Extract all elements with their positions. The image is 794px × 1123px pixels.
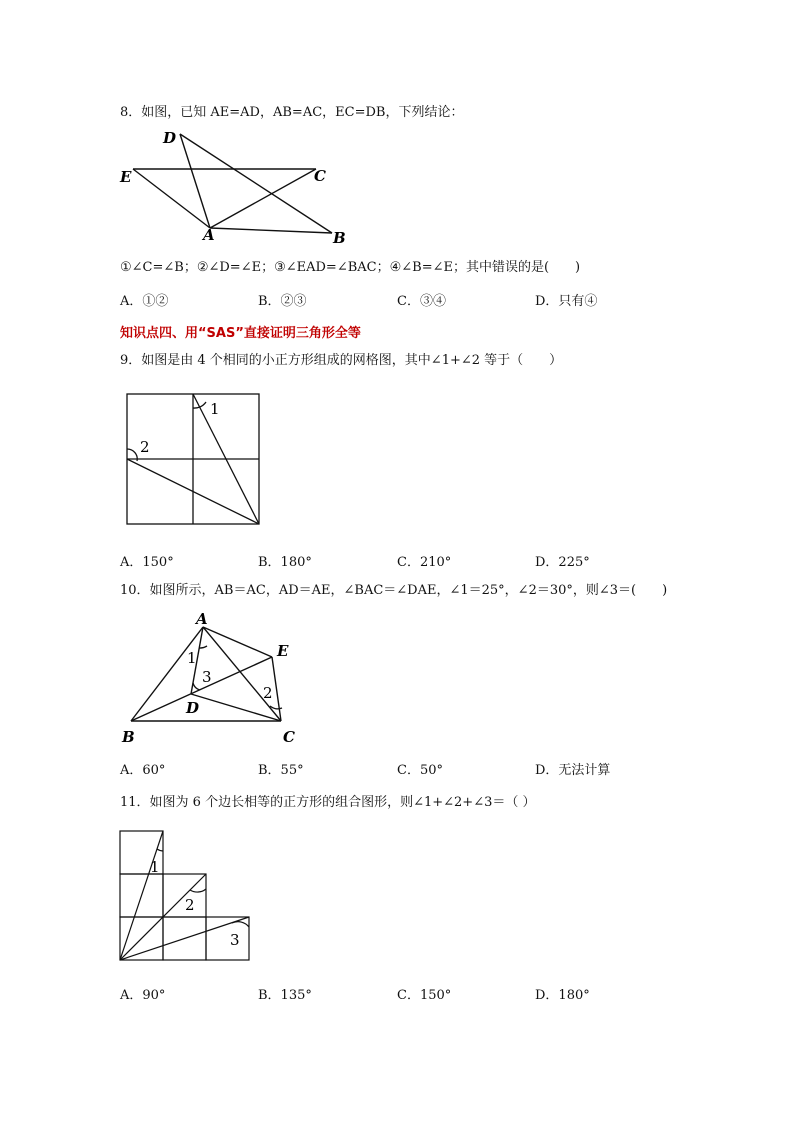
q8-option-b[interactable]: B．②③ bbox=[258, 294, 307, 309]
q10-angle-3: 3 bbox=[202, 668, 212, 686]
q11-option-a[interactable]: A．90° bbox=[120, 988, 166, 1003]
q8-label-d: D bbox=[163, 129, 177, 147]
q10-option-c[interactable]: C．50° bbox=[397, 763, 443, 778]
q10-option-d[interactable]: D．无法计算 bbox=[535, 763, 611, 778]
q10-label-a: A bbox=[196, 610, 208, 628]
q10-label-b: B bbox=[122, 728, 135, 746]
q8-label-c: C bbox=[314, 167, 326, 185]
q10-stem: 10．如图所示，AB＝AC，AD＝AE，∠BAC＝∠DAE，∠1＝25°，∠2＝30°，则∠3＝( ) bbox=[120, 583, 668, 598]
q9-option-d[interactable]: D．225° bbox=[535, 555, 590, 570]
q11-arc-3 bbox=[232, 922, 249, 927]
q9-option-b[interactable]: B．180° bbox=[258, 555, 312, 570]
q11-option-c[interactable]: C．150° bbox=[397, 988, 452, 1003]
q11-angle-1: 1 bbox=[150, 858, 160, 876]
q11-option-d[interactable]: D．180° bbox=[535, 988, 590, 1003]
q10-label-c: C bbox=[283, 728, 295, 746]
q10-angle-1: 1 bbox=[187, 649, 197, 667]
q10-label-d: D bbox=[186, 699, 200, 717]
q8-conclusions: ①∠C=∠B；②∠D=∠E；③∠EAD=∠BAC；④∠B=∠E；其中错误的是( ) bbox=[120, 260, 581, 275]
q8-option-a[interactable]: A．①② bbox=[120, 294, 169, 309]
q9-option-a[interactable]: A．150° bbox=[120, 555, 174, 570]
q9-angle-1: 1 bbox=[210, 400, 220, 418]
q9-stem: 9．如图是由 4 个相同的小正方形组成的网格图，其中∠1+∠2 等于（ ） bbox=[120, 353, 563, 368]
q11-diag-1 bbox=[120, 831, 163, 960]
q8-stem: 8．如图，已知 AE=AD，AB=AC，EC=DB，下列结论： bbox=[120, 105, 464, 120]
q10-label-e: E bbox=[277, 642, 289, 660]
q11-stem: 11．如图为 6 个边长相等的正方形的组合图形，则∠1+∠2+∠3＝（ ） bbox=[120, 795, 536, 810]
q11-arc-2 bbox=[190, 889, 206, 892]
q8-label-e: E bbox=[120, 168, 132, 186]
q9-angle-2: 2 bbox=[140, 438, 150, 456]
q8-label-a: A bbox=[203, 226, 215, 244]
q10-option-b[interactable]: B．55° bbox=[258, 763, 304, 778]
q8-option-d[interactable]: D．只有④ bbox=[535, 294, 598, 309]
q11-arc-1 bbox=[157, 849, 163, 851]
q11-option-b[interactable]: B．135° bbox=[258, 988, 312, 1003]
q11-square bbox=[206, 917, 249, 960]
q8-label-b: B bbox=[333, 229, 346, 247]
q10-option-a[interactable]: A．60° bbox=[120, 763, 166, 778]
q11-angle-3: 3 bbox=[230, 931, 240, 949]
q10-angle-2: 2 bbox=[263, 684, 273, 702]
q8-option-c[interactable]: C．③④ bbox=[397, 294, 446, 309]
q9-option-c[interactable]: C．210° bbox=[397, 555, 452, 570]
section-heading: 知识点四、用“SAS”直接证明三角形全等 bbox=[120, 326, 361, 341]
q11-angle-2: 2 bbox=[185, 896, 195, 914]
